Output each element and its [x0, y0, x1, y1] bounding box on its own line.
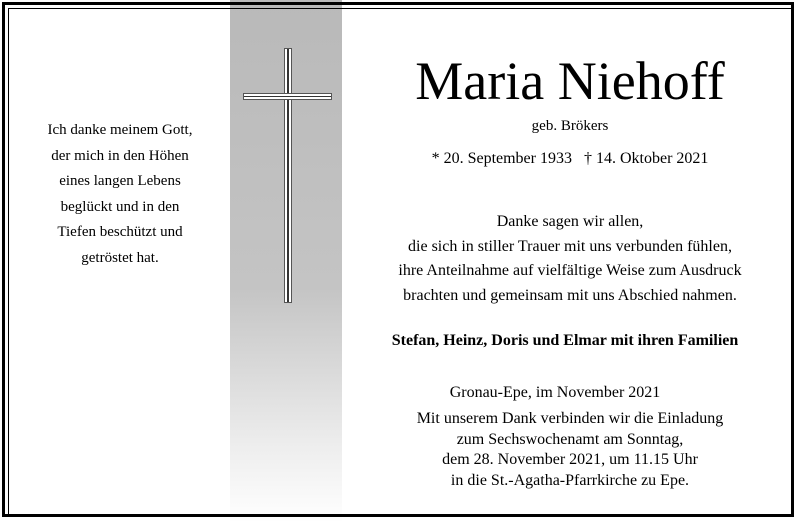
invitation-text [350, 409, 790, 491]
deceased-name: Maria Niehoff [415, 51, 725, 111]
quote-line: Tiefen beschützt und [57, 224, 183, 240]
cross-horizontal-beam [243, 93, 332, 100]
invitation-line: zum Sechswochenamt am Sonntag, [456, 430, 684, 448]
birth-date: * 20. September 1933 [431, 150, 572, 167]
quote-line: getröstet hat. [81, 249, 159, 266]
thanks-line: Danke sagen wir allen, [496, 213, 644, 230]
quote-line: der mich in den Höhen [51, 147, 189, 164]
quote-line: Ich danke meinem Gott, [47, 122, 193, 138]
maiden-name: geb. Brökers [531, 118, 609, 134]
cross-icon [243, 48, 332, 303]
thanks-line: brachten und gemeinsam mit uns Abschied nahmen. [403, 286, 737, 304]
thanks-line: die sich in stiller Trauer mit uns verbunden fühlen, [408, 237, 732, 255]
cross-vertical-beam [284, 48, 292, 303]
invitation-line: Mit unserem Dank verbinden wir die Einladung [416, 410, 724, 427]
family-signature: Stefan, Heinz, Doris und Elmar mit ihren Familien [391, 332, 739, 349]
thanks-text [350, 210, 790, 308]
death-date: † 14. Oktober 2021 [583, 150, 709, 167]
place-date: Gronau-Epe, im November 2021 [449, 384, 661, 401]
thanks-line: ihre Anteilnahme auf vielfältige Weise zum Ausdruck [398, 262, 742, 279]
quote-line: beglückt und in den [60, 198, 180, 215]
life-dates [360, 148, 780, 170]
invitation-line: dem 28. November 2021, um 11.15 Uhr [442, 451, 698, 468]
bible-quote [22, 118, 218, 271]
invitation-line: in die St.-Agatha-Pfarrkirche zu Epe. [450, 471, 690, 489]
quote-line: eines langen Lebens [59, 173, 181, 189]
